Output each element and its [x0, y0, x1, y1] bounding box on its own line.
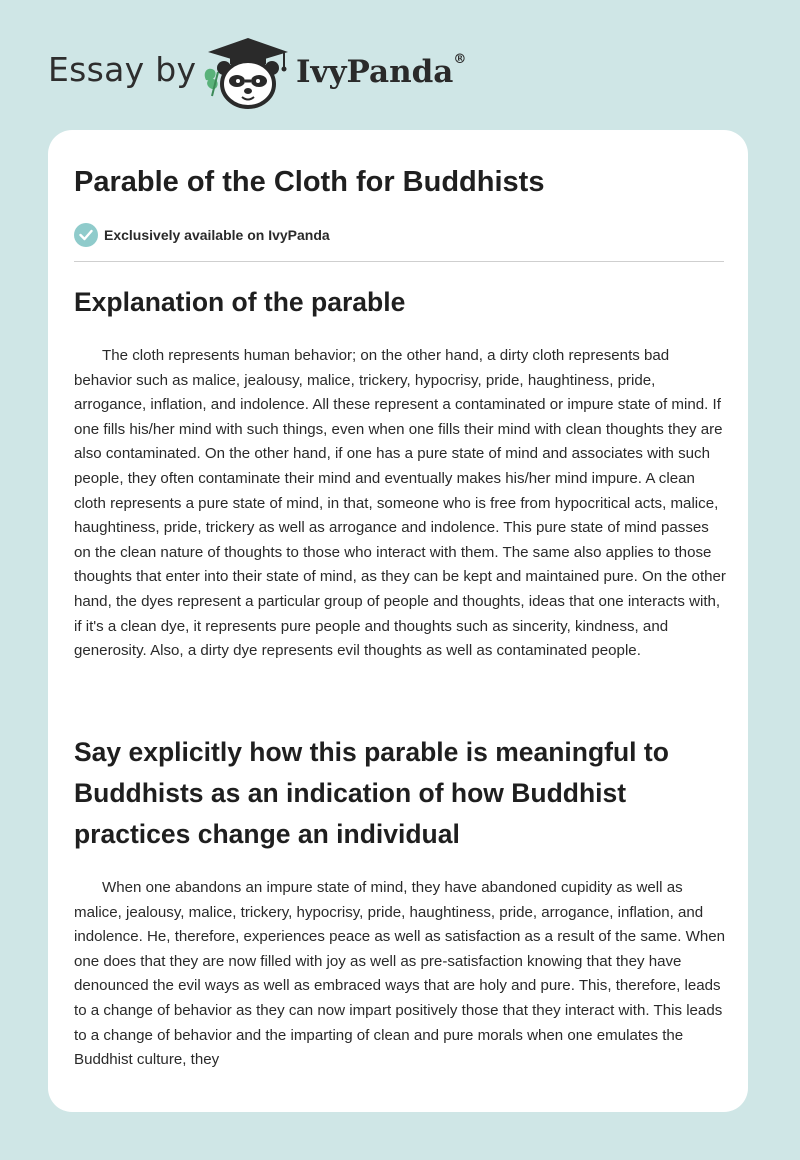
title-divider: [74, 261, 724, 262]
page-title: Parable of the Cloth for Buddhists: [74, 166, 545, 198]
site-header: [0, 0, 800, 130]
essay-card: [48, 130, 748, 1112]
brand-name[interactable]: [296, 54, 466, 90]
section-heading-explanation: Explanation of the parable: [74, 287, 406, 317]
section-body-explanation: The cloth represents human behavior; on the other hand, a dirty cloth represents bad behavior such as malice, jealousy, malice, trickery, hypocrisy, pride, haughtiness, pride, arrogance, inflation, and indolence. All these represent a contaminated or impure state of mind. If one fills his/her mind with such things, even when one fills their mind with clean thoughts they are also contaminated. On the other hand, if one has a pure state of mind and associates with such people, they often contaminate their mind and eventually makes his/her mind impure. A clean cloth represents a pure state of mind, in that, someone who is free from hypocritical acts, malice, haughtiness, pride, trickery as well as arrogance and indolence. This pure state of mind passes on the clean nature of thoughts to those who interact with them. The same also applies to those thoughts that enter into their state of mind, as they can be kept and maintained pure. On the other hand, the dyes represent a particular group of people and thoughts, ideas that one interacts with, if it's a clean dye, it represents pure people and thoughts such as sincerity, kindness, and generosity. Also, a dirty dye represents evil thoughts as well as contaminated people.: [74, 347, 726, 660]
brand-text: IvyPanda: [296, 54, 454, 90]
panda-logo-icon[interactable]: [200, 36, 292, 110]
section-heading-meaning: Say explicitly how this parable is meaningful to Buddhists as an indication of how Buddhist practices change an individual: [74, 737, 669, 849]
exclusive-badge: [74, 222, 330, 248]
exclusive-badge-text: Exclusively available on IvyPanda: [104, 227, 330, 243]
registered-mark: ®: [453, 52, 467, 67]
essay-by-label: Essay by: [48, 50, 197, 89]
check-circle-icon: [74, 223, 98, 247]
section-body-meaning: When one abandons an impure state of mind, they have abandoned cupidity as well as malice, jealousy, malice, trickery, hypocrisy, pride, haughtiness, pride, arrogance, inflation, and indolence. He, therefore, experiences peace as well as satisfaction as a result of the same. When one does that they are now filled with joy as well as pre-satisfaction knowing that they have denounced the evil ways as well as embraced ways that are holy and pure. This, therefore, leads to a change of behavior as they can now impart positively those that they interact with. This leads to a change of behavior and the imparting of clean and pure morals when one emulates the Buddhist culture, they: [74, 879, 726, 1069]
